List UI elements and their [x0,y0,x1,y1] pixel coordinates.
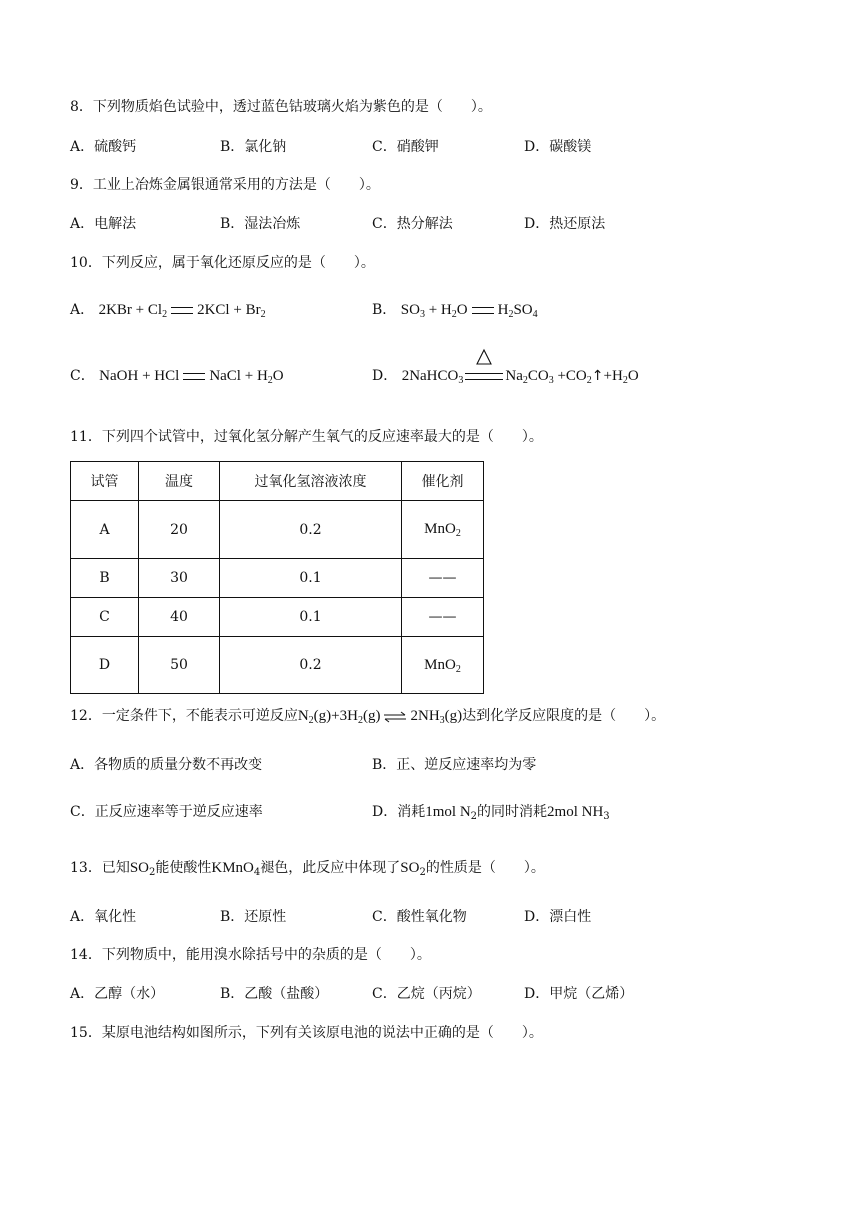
q14-option-a: A．乙醇（水） [70,986,165,1002]
cell-tube: A [71,501,139,559]
q8-option-a: A．硫酸钙 [70,139,137,155]
q10-option-d [372,366,639,386]
header-catalyst: 催化剂 [402,462,484,501]
eq-d-product-2: CO [565,368,587,384]
state-g: g [367,708,376,724]
q10-label-a: A． [70,302,95,318]
q13-text-1: 13．已知 [70,860,130,876]
q13-stem: 13．已知$SO_2$能使酸性KMnO$_4$褪色，此反应中体现了$SO_2$的性质是（ ）。 [70,860,545,878]
cell-concentration: 0.2 [220,637,402,694]
eq-b-product-1b: SO [513,302,533,318]
table-row [71,501,484,559]
q9-option-a: A．电解法 [70,216,137,232]
header-tube: 试管 [71,462,139,501]
cell-temperature: 50 [139,637,220,694]
cell-catalyst [402,501,484,559]
eq-d-product-3b: O [627,368,639,384]
q10-option-a [70,300,266,320]
eq-c-reactant-2: HCl [154,368,180,384]
cell-tube: C [71,598,139,637]
q13-option-c: C．酸性氧化物 [372,909,467,925]
eq-d-reactant-1: 2NaHCO [401,368,459,384]
experiment-table [70,461,484,694]
cell-catalyst: —— [402,559,484,598]
q12-prefix: 12．一定条件下，不能表示可逆反应 [70,708,298,724]
eq-a-reactant-1: 2KBr [98,302,132,318]
q13-text-4: 的性质是（ ）。 [425,860,545,876]
gas-up-arrow-icon: ↑ [591,368,604,384]
q12-d-formula-2: 2mol NH [547,804,604,820]
reversible-equation: $N_2(g)+3H_2(g)$ $2NH_3(g)$ [297,708,463,726]
cell-catalyst [402,637,484,694]
q12-d-text-1: D．消耗 [372,804,426,820]
q9-option-d: D．热还原法 [524,216,606,232]
q12-option-b: B．正、逆反应速率均为零 [372,757,537,773]
equals-sign [171,307,193,314]
cell-tube: B [71,559,139,598]
eq-n2: N [297,708,309,724]
eq-d-product-3: H [611,368,623,384]
table-header-row [71,462,484,501]
q13-option-d: D．漂白性 [524,909,592,925]
q12-d-text-2: 的同时消耗 [477,804,548,820]
q8-option-c: C．硝酸钾 [372,139,439,155]
equals-sign [183,373,205,380]
header-concentration: 过氧化氢溶液浓度 [220,462,402,501]
eq-c-product-2: H [256,368,268,384]
eq-2nh3: 2NH [410,708,440,724]
q15-stem: 15．某原电池结构如图所示，下列有关该原电池的说法中正确的是（ ）。 [70,1025,543,1041]
q8-stem: 8．下列物质焰色试验中，透过蓝色钴玻璃火焰为紫色的是（ ）。 [70,99,492,115]
q13-option-b: B．还原性 [220,909,287,925]
catalyst-subscript: 2 [455,528,461,539]
q13-so2: SO [129,860,150,876]
eq-d-product-1: Na [505,368,523,384]
equation-d: 2NaHCO$_3$ $Na_2CO_3$ $+CO_2↑+H_2O$ [402,368,639,384]
cell-concentration: 0.1 [220,598,402,637]
eq-a-reactant-2: Cl [147,302,163,318]
table-row [71,637,484,694]
table-row [71,559,484,598]
q9-option-b: B．湿法冶炼 [220,216,301,232]
q14-option-b: B．乙酸（盐酸） [220,986,329,1002]
cell-temperature: 20 [139,501,220,559]
equation-a: $2KBr + Cl_2$ $2KCl + Br_2$ [98,302,266,320]
eq-a-product-1: 2KCl [197,302,230,318]
q10-label-b: B． [372,302,397,318]
q14-option-d: D．甲烷（乙烯） [524,986,634,1002]
eq-b-reactant-2b: O [456,302,468,318]
eq-c-reactant-1: NaOH [99,368,139,384]
q14-option-c: C．乙烷（丙烷） [372,986,481,1002]
q13-kmno4: KMnO [211,860,254,876]
q13-option-a: A．氧化性 [70,909,137,925]
q10-option-c [70,366,284,386]
q10-stem: 10．下列反应，属于氧化还原反应的是（ ）。 [70,255,375,271]
eq-a-product-2: Br [245,302,261,318]
q12-option-a: A．各物质的质量分数不再改变 [70,757,263,773]
eq-c-product-2b: O [272,368,284,384]
cell-concentration: 0.2 [220,501,402,559]
q13-text-2: 能使酸性 [155,860,212,876]
catalyst-formula: MnO [424,521,456,537]
equation-b: $SO_3 + H_2O$ $H_2SO_4$ [400,302,538,320]
q10-label-d: D． [372,368,398,384]
eq-b-reactant-1: SO [400,302,420,318]
catalyst-formula: MnO [424,656,456,673]
table-row [71,598,484,637]
eq-b-reactant-2: H [440,302,452,318]
eq-d-product-1b: CO [527,368,549,384]
state-g: g [449,708,458,724]
q13-text-3: 褪色，此反应中体现了 [260,860,401,876]
heat-triangle-icon [476,348,492,366]
q10-option-b [372,300,538,320]
cell-temperature: 30 [139,559,220,598]
q8-option-d: D．碳酸镁 [524,139,592,155]
eq-3h2: 3H [339,708,358,724]
q12-stem [70,706,665,726]
q9-option-c: C．热分解法 [372,216,453,232]
q11-stem: 11．下列四个试管中，过氧化氢分解产生氧气的反应速率最大的是（ ）。 [70,429,543,445]
q14-stem: 14．下列物质中，能用溴水除括号中的杂质的是（ ）。 [70,947,431,963]
equation-c: NaOH + HCl NaCl + $H_2O$ [99,368,284,386]
heat-equals-sign [465,373,503,380]
q8-option-b: B．氯化钠 [220,139,287,155]
q12-option-d: D．消耗1mol $N_2$的同时消耗2mol $NH_3$ [372,804,610,822]
catalyst-subscript: 2 [455,663,461,675]
cell-catalyst: —— [402,598,484,637]
equals-sign [472,307,494,314]
q13-so2-second: SO [400,860,420,876]
q12-option-c: C．正反应速率等于逆反应速率 [70,804,263,820]
header-temperature: 温度 [139,462,220,501]
q10-label-c: C． [70,368,95,384]
cell-concentration: 0.1 [220,559,402,598]
cell-tube: D [71,637,139,694]
reversible-arrow-icon [383,711,407,723]
eq-b-product-1: H [497,302,509,318]
state-g: g [318,708,327,724]
q12-d-formula-1: 1mol N [425,804,471,820]
cell-temperature: 40 [139,598,220,637]
q12-suffix: 达到化学反应限度的是（ ）。 [462,708,666,724]
q9-stem: 9．工业上冶炼金属银通常采用的方法是（ ）。 [70,177,380,193]
eq-c-product-1: NaCl [209,368,241,384]
